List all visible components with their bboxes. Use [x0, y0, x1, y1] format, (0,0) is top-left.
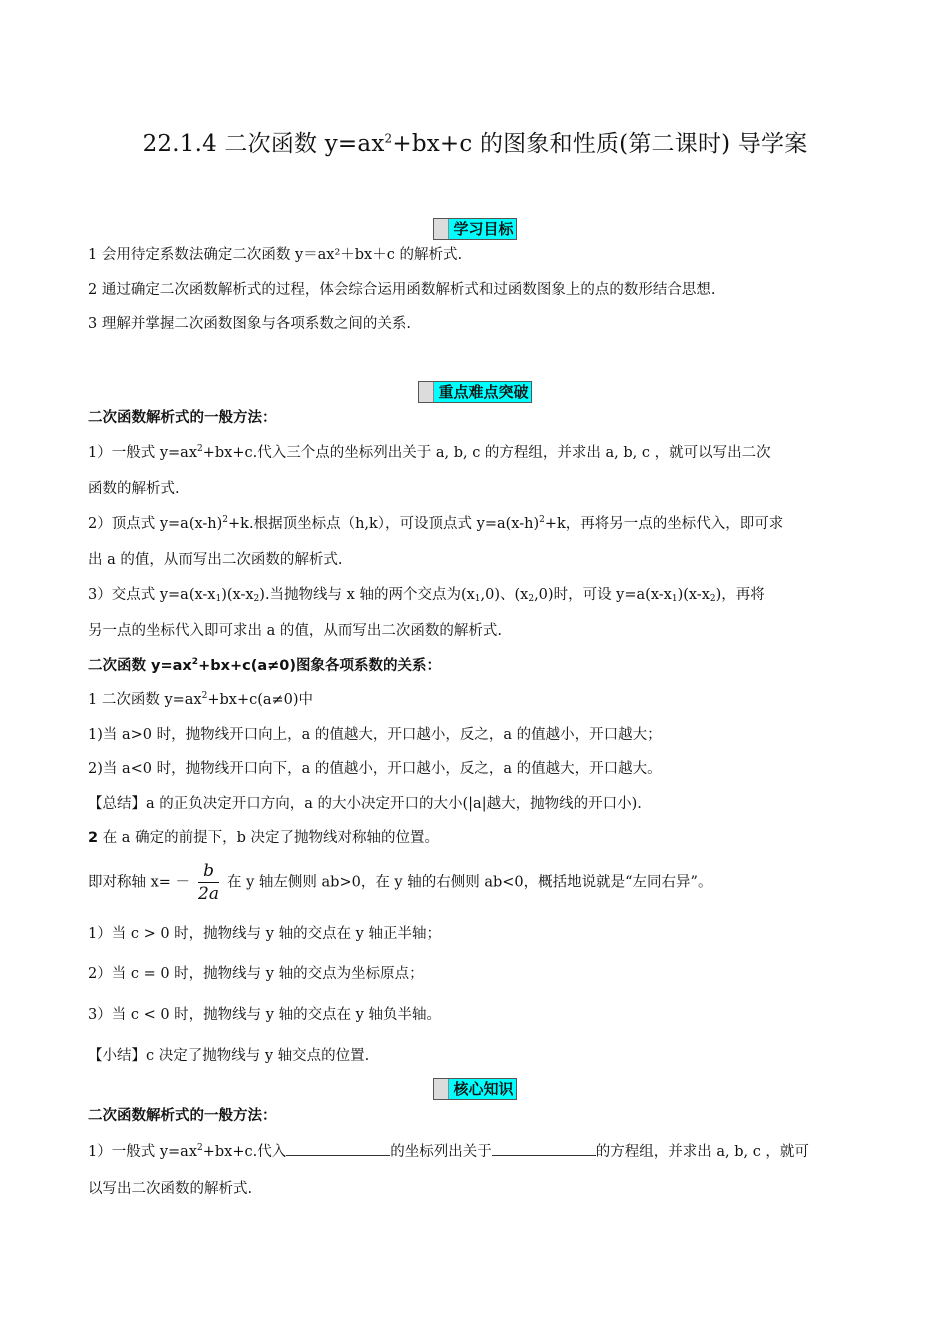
method-1-line1: 1）一般式 $y=ax^2+bx+c$.代入三个点的坐标列出关于 a, b, c 的方程组，并求出 a, b, c ，就可以写出二次 [88, 444, 771, 461]
method-3-line2: 另一点的坐标代入即可求出 a 的值，从而写出二次函数的解析式. [88, 623, 502, 639]
relation-a-positive: 1)当 a>0 时，抛物线开口向上，a 的值越大，开口越小，反之，a 的值越小，开口越大； [88, 727, 662, 743]
section-heading-goals: 学习目标 [0, 218, 950, 242]
relation-c-zero: 2）当 c = 0 时，抛物线与 y 轴的交点为坐标原点； [88, 966, 424, 982]
summary-c: 【小结】c 决定了抛物线与 y 轴交点的位置. [88, 1048, 370, 1064]
core-fill-line2: 以写出二次函数的解析式. [88, 1181, 253, 1197]
method-1-line2: 函数的解析式. [88, 481, 180, 497]
summary-a: 【总结】a 的正负决定开口方向，a 的大小决定开口的大小(|a|越大，抛物线的开口小). [88, 796, 642, 812]
answer-blank-1[interactable] [286, 1141, 390, 1156]
page-title: 22.1.4 二次函数 $y=ax^2+bx+c$ 的图象和性质(第二课时) 导学案 [142, 131, 808, 157]
relation-1: 1 二次函数 $y=ax^2+bx+c(a\ne 0)$中 [88, 691, 314, 708]
answer-blank-2[interactable] [492, 1141, 596, 1156]
relation-c-positive: 1）当 c > 0 时，抛物线与 y 轴的交点在 y 轴正半轴； [88, 926, 441, 942]
goal-1: 1 会用待定系数法确定二次函数 y＝ax²＋bx＋c 的解析式. [88, 247, 463, 263]
relation-a-negative: 2)当 a<0 时，抛物线开口向下，a 的值越小，开口越小，反之，a 的值越大，开口越大。 [88, 761, 662, 777]
subheading-methods: 二次函数解析式的一般方法： [88, 410, 277, 426]
axis-formula-line: 即对称轴 x= － $\frac{b}{2a}$ 在 y 轴左侧则 ab>0，在 y 轴的右侧则 ab<0，概括地说就是“左同右异”。 [88, 861, 713, 904]
core-fill-line1: 1）一般式 $y=ax^2+bx+c$.代入 的坐标列出关于 的方程组，并求出 a, b, c ，就可 [88, 1143, 809, 1160]
subheading-coefficients: 二次函数 $y=ax^2+bx+c(a\ne 0)$图象各项系数的关系： [88, 657, 441, 674]
fraction-b-over-2a: $\frac{b}{2a}$ [198, 861, 219, 904]
core-subheading: 二次函数解析式的一般方法： [88, 1108, 277, 1124]
method-3-line1: 3）交点式 $y=a(x-x_1)(x-x_2)$.当抛物线与 x 轴的两个交点为$(x_1,0)$、$(x_2,0)$时，可设 $y=a(x-x_1)(x-x_2)$，再将 [88, 587, 765, 604]
section-heading-core: 核心知识 [0, 1078, 950, 1102]
method-2-line1: 2）顶点式 $y=a(x-h)^2+k$.根据顶坐标点（h,k），可设顶点式 $y=a(x-h)^2+k$，再将另一点的坐标代入，即可求 [88, 515, 784, 532]
section-marker [419, 382, 434, 402]
goal-2: 2 通过确定二次函数解析式的过程，体会综合运用函数解析式和过函数图象上的点的数形结合思想. [88, 282, 716, 298]
relation-c-negative: 3）当 c < 0 时，抛物线与 y 轴的交点在 y 轴负半轴。 [88, 1007, 441, 1023]
section-marker [434, 219, 449, 239]
goal-3: 3 理解并掌握二次函数图象与各项系数之间的关系. [88, 316, 411, 332]
section-marker [434, 1079, 449, 1099]
method-2-line2: 出 a 的值，从而写出二次函数的解析式. [88, 552, 343, 568]
relation-b: 2 在 a 确定的前提下，b 决定了抛物线对称轴的位置。 [88, 830, 439, 846]
section-heading-key: 重点难点突破 [0, 381, 950, 405]
